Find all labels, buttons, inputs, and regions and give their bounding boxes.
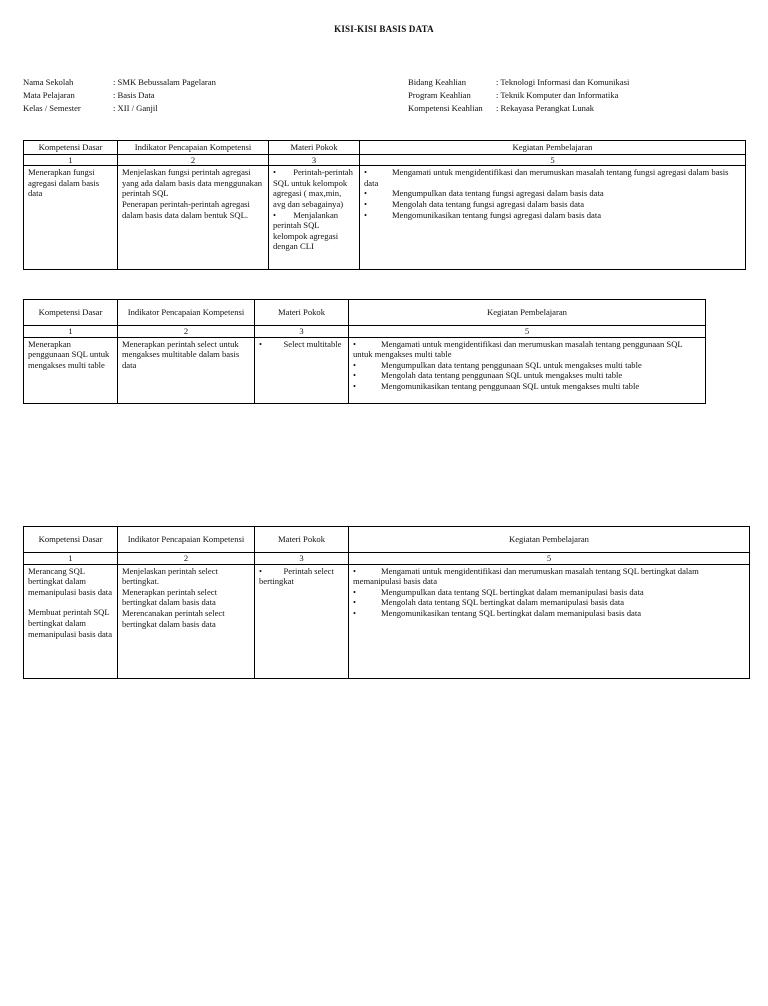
kegiatan-item [364, 199, 741, 210]
column-number: 2 [118, 326, 255, 338]
column-number: 5 [360, 154, 746, 166]
kisi-table-1 [23, 140, 746, 270]
info-value: : SMK Bebussalam Pagelaran [113, 77, 216, 87]
header-indikator: Indikator Pencapaian Kompetensi [118, 141, 269, 155]
kd-text: Menerapkan penggunaan SQL untuk mengakses multi table [28, 338, 110, 370]
kegiatan-text: Mengomunikasikan tentang SQL bertingkat dalam memanipulasi basis data [381, 607, 642, 618]
kd-cell [24, 337, 118, 403]
header-kegiatan: Kegiatan Pembelajaran [349, 300, 706, 326]
header-kompetensi-dasar: Kompetensi Dasar [24, 300, 118, 326]
kegiatan-cell [360, 166, 746, 270]
materi-cell [255, 564, 349, 678]
column-number: 3 [255, 553, 349, 565]
info-label: Bidang Keahlian [408, 77, 466, 87]
kegiatan-text: Mengamati untuk mengidentifikasi dan merumuskan masalah tentang penggunaan SQL untuk mengakses multi table [353, 338, 683, 360]
info-label: Mata Pelajaran [23, 90, 75, 100]
header-kegiatan: Kegiatan Pembelajaran [360, 141, 746, 155]
info-value: : Basis Data [113, 90, 155, 100]
kegiatan-item [353, 370, 701, 381]
indikator-text: Penerapan perintah-perintah agregasi dalam basis data dalam bentuk SQL. [122, 198, 250, 220]
bullet-icon: • [353, 359, 357, 370]
info-row-school [23, 76, 216, 89]
materi-text: Perintah select bertingkat [259, 565, 334, 587]
kegiatan-cell [349, 337, 706, 403]
materi-text: Perintah-perintah SQL untuk kelompok agregasi ( max,min, avg dan sebagainya) [273, 167, 353, 209]
materi-text: Select multitable [283, 338, 342, 349]
info-row-subject [23, 89, 216, 102]
kisi-table-3 [23, 526, 750, 679]
program-info [408, 76, 629, 115]
header-indikator: Indikator Pencapaian Kompetensi [118, 527, 255, 553]
info-row-competency [408, 102, 629, 115]
indikator-cell [118, 166, 269, 270]
kd-text: Menerapkan fungsi agregasi dalam basis data [28, 167, 100, 199]
info-label: Kelas / Semester [23, 103, 81, 113]
header-materi-pokok: Materi Pokok [269, 141, 360, 155]
kd-cell [24, 564, 118, 678]
kegiatan-text: Mengumpulkan data tentang penggunaan SQL untuk mengakses multi table [381, 359, 642, 370]
kegiatan-text: Mengumpulkan data tentang SQL bertingkat dalam memanipulasi basis data [381, 586, 644, 597]
kegiatan-item [353, 608, 745, 619]
column-number: 3 [269, 154, 360, 166]
kegiatan-text: Mengomunikasikan tentang fungsi agregasi dalam basis data [392, 209, 602, 220]
kegiatan-item [353, 339, 701, 360]
kegiatan-text: Mengomunikasikan tentang penggunaan SQL untuk mengakses multi table [381, 380, 640, 391]
indikator-text: Menerapkan perintah select bertingkat dalam basis data [122, 586, 217, 608]
info-value: : Teknologi Informasi dan Komunikasi [496, 77, 630, 87]
kegiatan-item [353, 587, 745, 598]
kegiatan-item [364, 188, 741, 199]
header-kegiatan: Kegiatan Pembelajaran [349, 527, 750, 553]
column-number: 3 [255, 326, 349, 338]
materi-item: • Perintah-perintah SQL untuk kelompok agregasi ( max,min, avg dan sebagainya) [273, 167, 353, 209]
info-value: : Rekayasa Perangkat Lunak [496, 103, 595, 113]
indikator-cell [118, 564, 255, 678]
bullet-icon: • [353, 586, 357, 597]
header-kompetensi-dasar: Kompetensi Dasar [24, 141, 118, 155]
kegiatan-text: Mengamati untuk mengidentifikasi dan merumuskan masalah tentang SQL bertingkat dalam memanipulasi basis data [353, 565, 699, 587]
indikator-text: Menjelaskan perintah select bertingkat. [122, 565, 218, 587]
kd-cell [24, 166, 118, 270]
materi-cell [255, 337, 349, 403]
bullet-icon: • [364, 188, 368, 199]
indikator-text: Merencanakan perintah select bertingkat dalam basis data [122, 607, 225, 629]
materi-text: Menjalankan perintah SQL kelompok agregasi dengan CLI [273, 209, 339, 252]
bullet-icon: • [364, 167, 368, 178]
school-info [23, 76, 216, 115]
bullet-icon: • [353, 370, 357, 381]
info-row-field [408, 76, 629, 89]
kd-text: Membuat perintah SQL bertingkat dalam memanipulasi basis data [28, 607, 113, 639]
info-row-class [23, 102, 216, 115]
kegiatan-item [353, 360, 701, 371]
kegiatan-text: Mengolah data tentang SQL bertingkat dalam memanipulasi basis data [381, 597, 625, 608]
header-indikator: Indikator Pencapaian Kompetensi [118, 300, 255, 326]
column-number: 2 [118, 553, 255, 565]
kd-text: Merancang SQL bertingkat dalam memanipulasi basis data [28, 565, 113, 597]
bullet-icon: • [364, 198, 368, 209]
kegiatan-text: Mengamati untuk mengidentifikasi dan merumuskan masalah tentang fungsi agregasi dalam basis data [364, 167, 729, 188]
kegiatan-item [364, 210, 741, 221]
kegiatan-item [353, 566, 745, 587]
kisi-table-2 [23, 299, 706, 404]
column-number: 1 [24, 326, 118, 338]
document-title: KISI-KISI BASIS DATA [334, 24, 434, 34]
info-value: : Teknik Komputer dan Informatika [496, 90, 619, 100]
column-number: 2 [118, 154, 269, 166]
kegiatan-text: Mengolah data tentang fungsi agregasi dalam basis data [392, 198, 585, 209]
kegiatan-item [353, 381, 701, 392]
column-number: 5 [349, 326, 706, 338]
column-number: 1 [24, 154, 118, 166]
column-number: 5 [349, 553, 750, 565]
kegiatan-text: Mengolah data tentang penggunaan SQL untuk mengakses multi table [381, 370, 623, 381]
header-materi-pokok: Materi Pokok [255, 527, 349, 553]
header-materi-pokok: Materi Pokok [255, 300, 349, 326]
header-kompetensi-dasar: Kompetensi Dasar [24, 527, 118, 553]
kegiatan-item [353, 597, 745, 608]
materi-item: • Menjalankan perintah SQL kelompok agregasi dengan CLI [273, 209, 339, 252]
column-number: 1 [24, 553, 118, 565]
kegiatan-item [364, 167, 741, 188]
bullet-icon: • [353, 565, 357, 576]
bullet-icon: • [353, 607, 357, 618]
info-value: : XII / Ganjil [113, 103, 158, 113]
info-row-program [408, 89, 629, 102]
info-label: Nama Sekolah [23, 77, 74, 87]
materi-item: • Perintah select bertingkat [259, 565, 334, 587]
indikator-text: Menerapkan perintah select untuk mengakses multitable dalam basis data [122, 338, 240, 370]
bullet-icon: • [353, 597, 357, 608]
indikator-cell [118, 337, 255, 403]
kegiatan-cell [349, 564, 750, 678]
indikator-text: Menjelaskan fungsi perintah agregasi yang ada dalam basis data menggunakan perintah SQL [122, 167, 263, 199]
kegiatan-text: Mengumpulkan data tentang fungsi agregasi dalam basis data [392, 188, 604, 199]
info-label: Kompetensi Keahlian [408, 103, 483, 113]
info-label: Program Keahlian [408, 90, 471, 100]
materi-item: • Select multitable [259, 338, 342, 349]
bullet-icon: • [353, 338, 357, 349]
bullet-icon: • [353, 380, 357, 391]
bullet-icon: • [364, 209, 368, 220]
materi-cell [269, 166, 360, 270]
